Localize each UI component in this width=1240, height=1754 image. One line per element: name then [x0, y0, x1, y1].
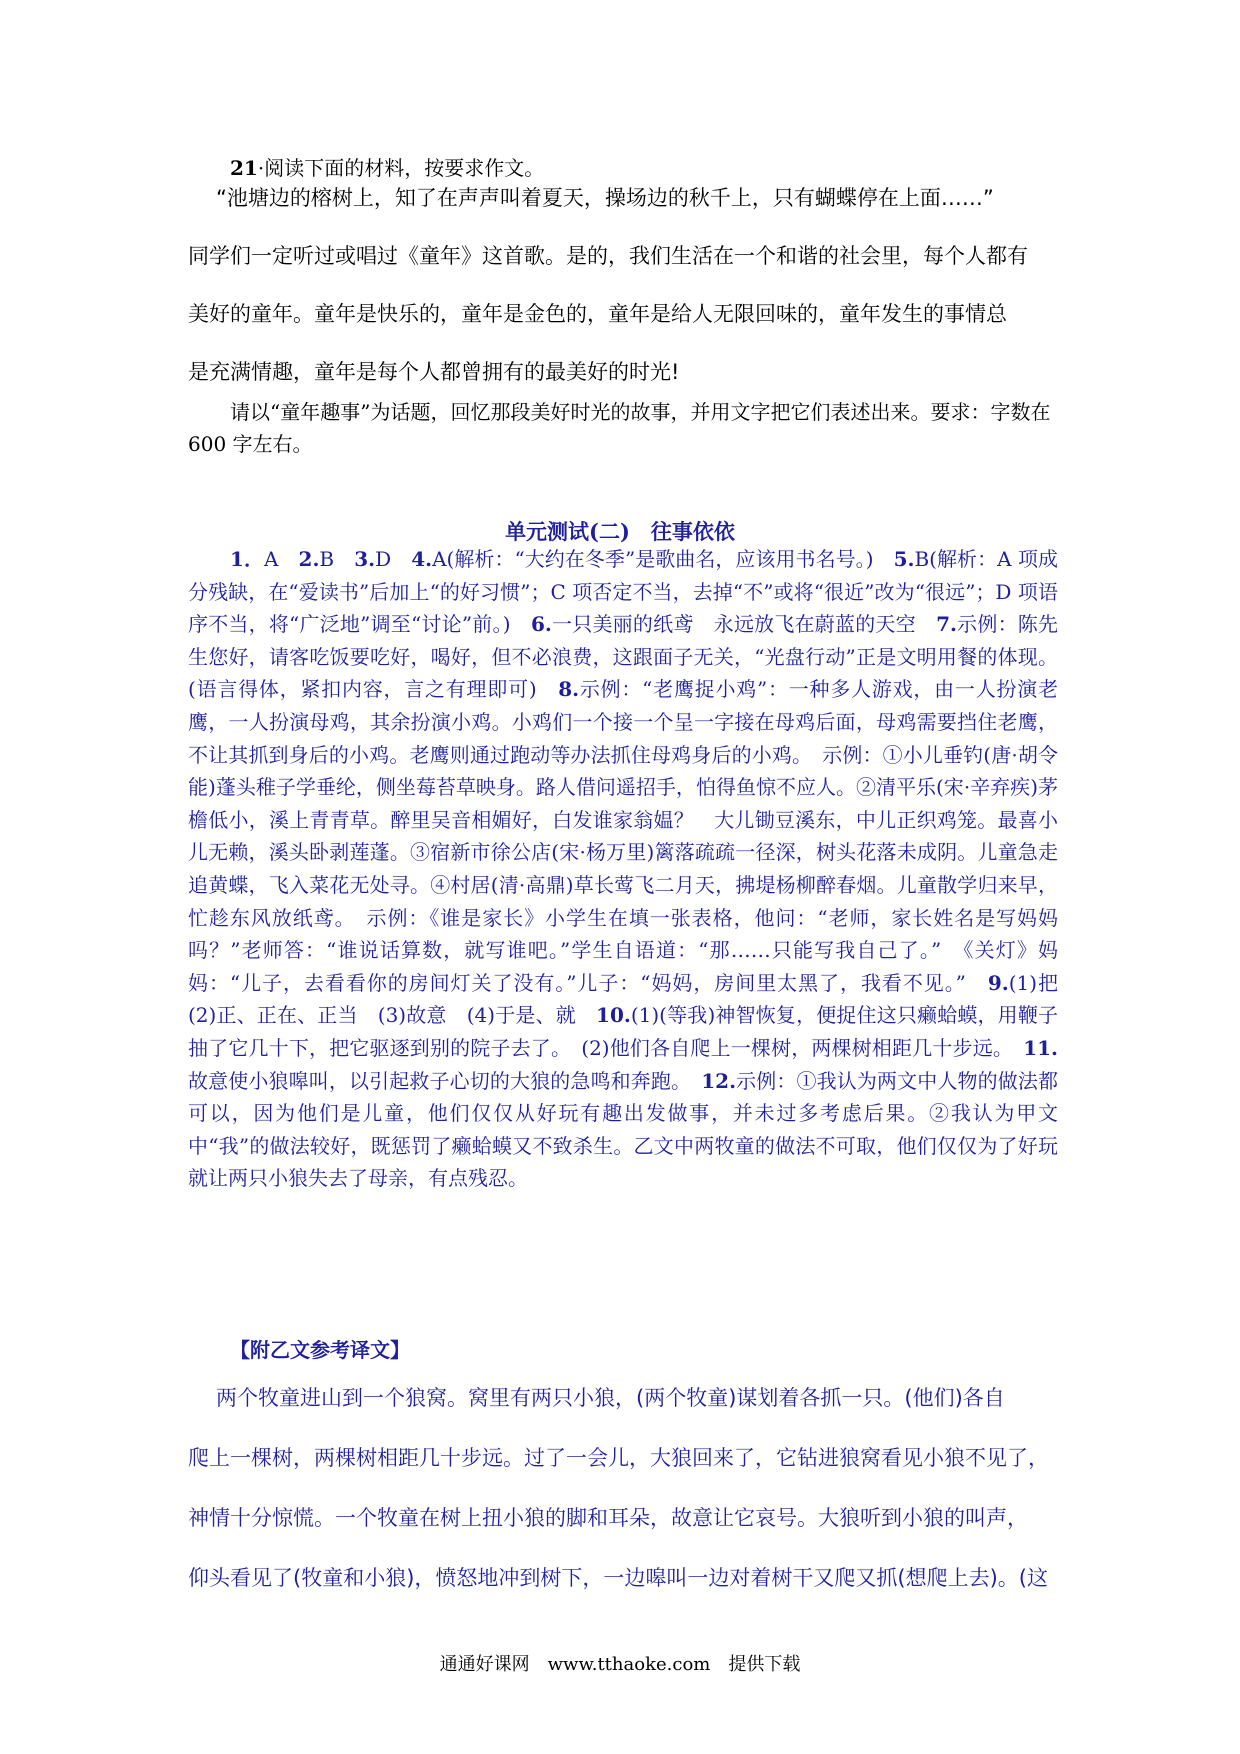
answer-text: A	[264, 547, 299, 571]
translation-line: 神情十分惊慌。一个牧童在树上扭小狼的脚和耳朵，故意让它哀号。大狼听到小狼的叫声，	[188, 1506, 1028, 1530]
answer-text: 示例：陈先生您好，请客吃饭要吃好，喝好，但不必浪费，这跟面子无关，“光盘行动”正是文明用餐的体现。(语言得体，紧扣内容，言之有理即可)	[188, 612, 1059, 702]
answer-number: 3.	[354, 547, 376, 571]
translation-line: 两个牧童进山到一个狼窝。窝里有两只小狼，(两个牧童)谋划着各抓一只。(他们)各自	[216, 1386, 1005, 1410]
translation-line: 爬上一棵树，两棵树相距几十步远。过了一会儿，大狼回来了，它钻进狼窝看见小狼不见了，	[188, 1446, 1049, 1470]
question-21	[188, 152, 1058, 181]
question-prompt: ·阅读下面的材料，按要求作文。	[257, 156, 545, 180]
answer-text: 故意使小狼嗥叫，以引起救子心切的大狼的急鸣和奔跑。	[188, 1068, 702, 1093]
writing-requirement: 请以“童年趣事”为话题，回忆那段美好时光的故事，并用文字把它们表述出来。要求：字数在 600 字左右。	[188, 400, 1051, 456]
answer-key	[188, 543, 1078, 1195]
answer-number: 11.	[1023, 1035, 1058, 1060]
answer-text: (1)(等我)神智恢复，便捉住这只癞蛤蟆，用鞭子抽了它几十下，把它驱逐到别的院子去了。 (2)他们各自爬上一棵树，两棵树相距几十步远。	[188, 1003, 1058, 1060]
answer-text: D	[375, 547, 412, 571]
appendix-title: 【附乙文参考译文】	[230, 1338, 410, 1362]
answer-number: 1．	[230, 547, 264, 571]
answer-number: 12.	[701, 1068, 737, 1093]
answer-text: B(解析：A 项成分残缺，在“爱读书”后加上“的好习惯”；C 项否定不当，去掉“不”或将“很近”改为“很远”；D 项语序不当，将“广泛地”调至“讨论”前。)	[188, 547, 1059, 637]
answer-number: 9.	[987, 970, 1009, 995]
material-line: 同学们一定听过或唱过《童年》这首歌。是的，我们生活在一个和谐的社会里，每个人都有	[188, 244, 1028, 268]
answer-text: A(解析：“大约在冬季”是歌曲名，应该用书名号。)	[432, 547, 894, 571]
translation-line: 仰头看见了(牧童和小狼)，愤怒地冲到树下，一边嗥叫一边对着树干又爬又抓(想爬上去)。(这	[188, 1566, 1048, 1590]
material-line: 美好的童年。童年是快乐的，童年是金色的，童年是给人无限回味的，童年发生的事情总	[188, 302, 1007, 326]
answer-number: 7.	[936, 612, 957, 637]
answer-number: 8.	[558, 677, 580, 702]
answer-text: 示例：“老鹰捉小鸡”：一种多人游戏，由一人扮演老鹰，一人扮演母鸡，其余扮演小鸡。小鸡们一个接一个呈一字接在母鸡后面，母鸡需要挡住老鹰，不让其抓到身后的小鸡。老鹰则通过跑动等办法抓住母鸡身后的小鸡。 示例：①小儿垂钓(唐·胡令能)蓬头稚子学垂纶，侧坐莓苔草映身。路人借问遥招手，怕得鱼惊不应人。②清平乐(宋·辛弃疾)茅檐低小，溪上青青草。醉里吴音相媚好，白发谁家翁媪？ 大儿锄豆溪东，中儿正织鸡笼。最喜小儿无赖，溪头卧剥莲蓬。③宿新市徐公店(宋·杨万里)篱落疏疏一径深，树头花落未成阴。儿童急走追黄蝶，飞入菜花无处寻。④村居(清·高鼎)草长莺飞二月天，拂堤杨柳醉春烟。儿童散学归来早，忙趁东风放纸鸢。 示例：《谁是家长》小学生在填一张表格，他问：“老师，家长姓名是写妈妈吗？”老师答：“谁说话算数，就写谁吧。”学生自语道：“那……只能写我自己了。” 《关灯》妈妈：“儿子，去看看你的房间灯关了没有。”儿子：“妈妈，房间里太黑了，我看不见。”	[188, 677, 1059, 995]
material-line: “池塘边的榕树上，知了在声声叫着夏天，操场边的秋千上，只有蝴蝶停在上面……”	[216, 186, 994, 210]
answer-text: (1)把 (2)正、正在、正当 (3)故意 (4)于是、就	[188, 970, 1078, 1028]
answer-text: 一只美丽的纸鸢 永远放飞在蔚蓝的天空	[551, 612, 937, 637]
answer-text: 示例：①我认为两文中人物的做法都可以，因为他们是儿童，他们仅仅从好玩有趣出发做事，并未过多考虑后果。②我认为甲文中“我”的做法较好，既惩罚了癞蛤蟆又不致杀生。乙文中两牧童的做法不可取，他们仅仅为了好玩就让两只小狼失去了母亲，有点残忍。	[188, 1068, 1059, 1191]
unit-title: 单元测试(二) 往事依依	[505, 519, 735, 544]
answer-number: 10.	[596, 1003, 631, 1028]
material-line: 是充满情趣，童年是每个人都曾拥有的最美好的时光!	[188, 360, 680, 384]
answer-number: 2.	[298, 547, 320, 571]
question-number: 21	[230, 156, 258, 180]
answer-text: B	[319, 547, 355, 571]
answer-number: 5.	[893, 547, 915, 571]
answer-number: 6.	[530, 612, 552, 637]
page-footer: 通通好课网 www.tthaoke.com 提供下载	[439, 1654, 801, 1675]
answer-number: 4.	[411, 547, 433, 571]
